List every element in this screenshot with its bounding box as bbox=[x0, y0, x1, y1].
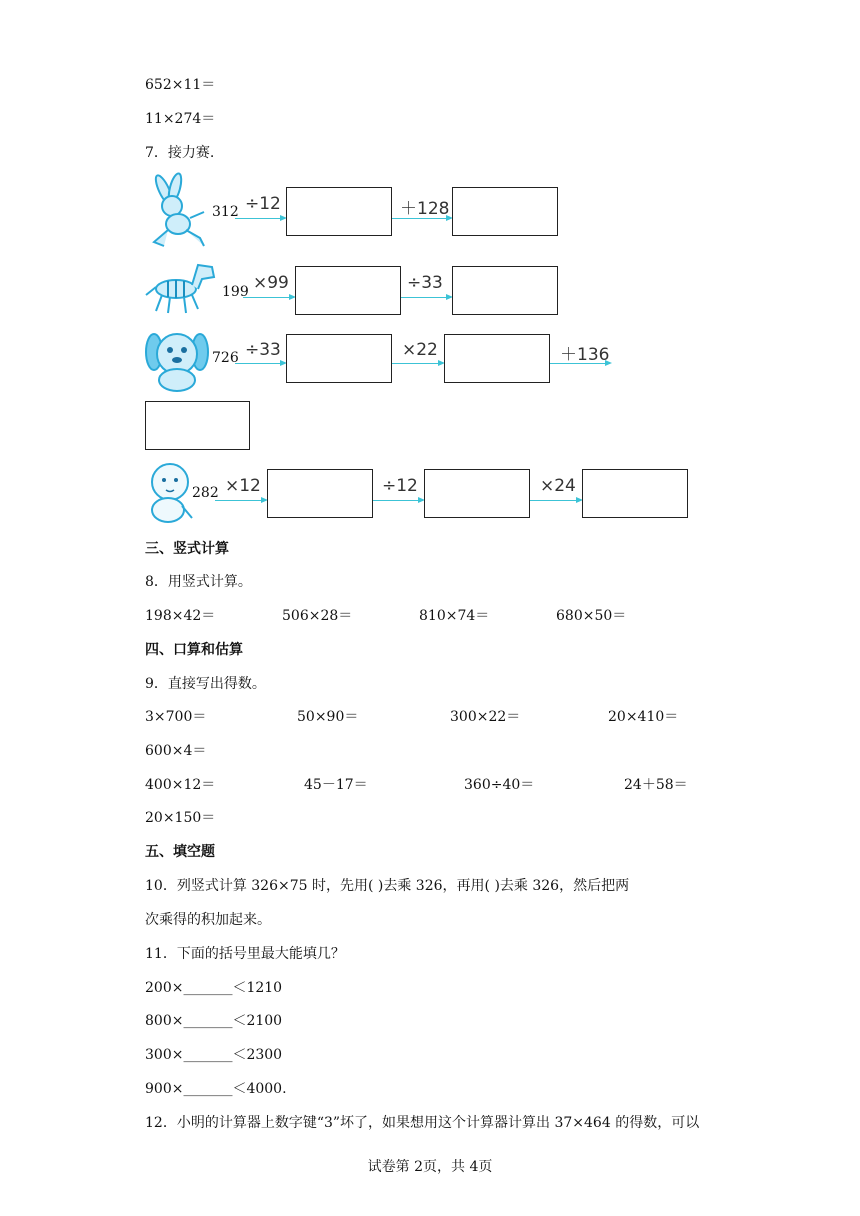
expression-item: 300×22＝ bbox=[450, 709, 521, 725]
answer-box-3c[interactable] bbox=[145, 401, 250, 450]
start-number-312: 312 bbox=[212, 204, 239, 220]
answer-box-2b[interactable] bbox=[452, 266, 558, 315]
arrow-4c bbox=[530, 500, 581, 501]
arrow-4b bbox=[373, 500, 423, 501]
expression-item: 506×28＝ bbox=[282, 608, 353, 624]
expression-652x11: 652×11＝ bbox=[145, 77, 216, 93]
zebra-icon bbox=[142, 255, 220, 317]
arrow-1b bbox=[392, 218, 451, 219]
question-12: 12．小明的计算器上数字键“3”坏了，如果想用这个计算器计算出 37×464 的得数，可以 bbox=[145, 1115, 700, 1131]
dog-icon bbox=[142, 326, 212, 394]
operator-div-33: ÷33 bbox=[407, 273, 443, 293]
arrow-3a bbox=[235, 363, 285, 364]
expression-item: 20×410＝ bbox=[608, 709, 679, 725]
section-3-heading: 三、竖式计算 bbox=[145, 541, 229, 557]
expression-item: 400×12＝ bbox=[145, 777, 216, 793]
operator-mul-12: ×12 bbox=[225, 476, 261, 496]
baby-icon bbox=[142, 458, 198, 528]
answer-box-1b[interactable] bbox=[452, 187, 558, 236]
question-7-title: 7．接力赛. bbox=[145, 145, 215, 161]
arrow-3b bbox=[392, 363, 443, 364]
answer-box-4c[interactable] bbox=[582, 469, 688, 518]
question-11: 11．下面的括号里最大能填几？ bbox=[145, 946, 345, 962]
answer-box-4b[interactable] bbox=[424, 469, 530, 518]
operator-mul-22: ×22 bbox=[402, 340, 438, 360]
answer-box-2a[interactable] bbox=[295, 266, 401, 315]
arrow-4a bbox=[215, 500, 266, 501]
rabbit-icon bbox=[142, 172, 210, 252]
start-number-199: 199 bbox=[222, 284, 249, 300]
fill-in-item[interactable]: 800×_______＜2100 bbox=[145, 1013, 283, 1029]
arrow-2b bbox=[401, 297, 451, 298]
expression-item: 3×700＝ bbox=[145, 709, 207, 725]
start-number-726: 726 bbox=[212, 350, 239, 366]
expression-item: 680×50＝ bbox=[556, 608, 627, 624]
question-10-line1: 10．列竖式计算 326×75 时，先用( )去乘 326，再用( )去乘 326，然后把两 bbox=[145, 878, 630, 894]
expression-item: 24＋58＝ bbox=[624, 777, 688, 793]
arrow-2a bbox=[243, 297, 294, 298]
question-9: 9．直接写出得数。 bbox=[145, 676, 266, 692]
answer-box-1a[interactable] bbox=[286, 187, 392, 236]
section-5-heading: 五、填空题 bbox=[145, 844, 215, 860]
answer-box-4a[interactable] bbox=[267, 469, 373, 518]
expression-11x274: 11×274＝ bbox=[145, 111, 216, 127]
answer-box-3a[interactable] bbox=[286, 334, 392, 383]
operator-div-12: ÷12 bbox=[245, 194, 281, 214]
fill-in-item[interactable]: 900×_______＜4000. bbox=[145, 1081, 287, 1097]
start-number-282: 282 bbox=[192, 485, 219, 501]
expression-item: 20×150＝ bbox=[145, 810, 216, 826]
operator-plus-136: ＋136 bbox=[560, 345, 610, 365]
section-4-heading: 四、口算和估算 bbox=[145, 642, 243, 658]
answer-box-3b[interactable] bbox=[444, 334, 550, 383]
operator-div-33: ÷33 bbox=[245, 340, 281, 360]
expression-item: 360÷40＝ bbox=[464, 777, 535, 793]
operator-mul-99: ×99 bbox=[253, 273, 289, 293]
fill-in-item[interactable]: 200×_______＜1210 bbox=[145, 980, 283, 996]
arrow-3c bbox=[550, 363, 610, 364]
operator-div-12: ÷12 bbox=[382, 476, 418, 496]
expression-item: 810×74＝ bbox=[419, 608, 490, 624]
operator-mul-24: ×24 bbox=[540, 476, 576, 496]
fill-in-item[interactable]: 300×_______＜2300 bbox=[145, 1047, 283, 1063]
expression-item: 198×42＝ bbox=[145, 608, 216, 624]
arrow-1a bbox=[235, 218, 285, 219]
operator-plus-128: ＋128 bbox=[400, 199, 450, 219]
question-8: 8．用竖式计算。 bbox=[145, 574, 252, 590]
page-footer: 试卷第 2页，共 4页 bbox=[367, 1159, 493, 1175]
expression-item: 600×4＝ bbox=[145, 743, 207, 759]
expression-item: 50×90＝ bbox=[297, 709, 359, 725]
expression-item: 45－17＝ bbox=[304, 777, 368, 793]
question-10-line2: 次乘得的积加起来。 bbox=[145, 912, 271, 928]
